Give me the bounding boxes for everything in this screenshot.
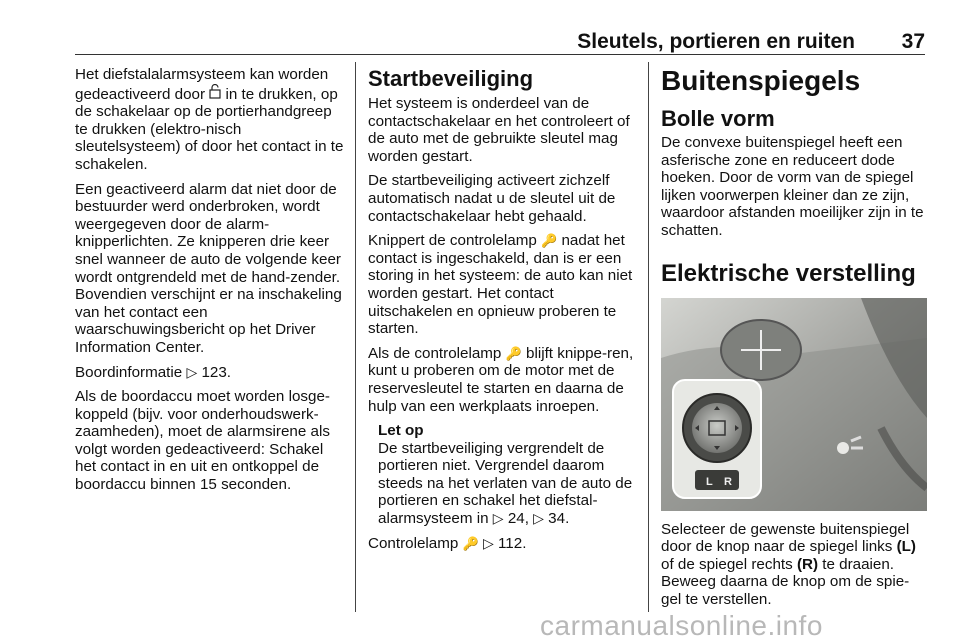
note-text: De startbeveiliging vergrendelt de portieren niet. Vergrendel daarom steeds na het verlaten van de auto de portieren en schakel het diefstal-alarmsysteem in ▷ 24, ▷ 34. (378, 439, 633, 528)
paragraph: Controlelamp 🔑 ▷ 112. (368, 534, 527, 552)
immobilizer-icon: 🔑 (541, 233, 558, 249)
paragraph: Boordinformatie ▷ 123. (75, 363, 232, 381)
paragraph: Het systeem is onderdeel van de contactschakelaar en het controleert of de auto met de gebruikte sleutel mag worden gestart. (368, 95, 630, 165)
column-3 (661, 66, 927, 616)
paragraph: Een geactiveerd alarm dat niet door de bestuurder werd onderbroken, wordt weergegeven door de alarm-knipperlichten. Ze knipperen drie keer snel wanneer de auto de volgende keer wordt ontgrendeld met de hand-zender. Bovendien verschijnt er na inschakeling van het contact een waarschuwingsbericht op het Driver Information Center. (75, 180, 342, 356)
paragraph: Het diefstalalarmsysteem kan worden gedeactiveerd door in te drukken, op de schakelaar op de portierhandgreep te drukken (elektro-nisch sleutelsysteem) of door het contact in te schakelen. (75, 66, 344, 173)
paragraph: Als de controlelamp 🔑 blijft knippe-ren, kunt u proberen om de motor met de reservesleutel te starten en daarna de hulp van een werkplaats inroepen. (368, 344, 634, 415)
paragraph: De startbeveiliging activeert zichzelf automatisch nadat u de sleutel uit de contactschakelaar hebt gehaald. (368, 172, 616, 225)
page-ref[interactable]: 123. (201, 363, 232, 381)
subsection-heading: Bolle vorm (661, 106, 775, 131)
reference-arrow-icon: ▷ (482, 534, 494, 551)
mirror-control-photo (661, 298, 927, 511)
reference-arrow-icon: ▷ (533, 510, 544, 527)
reference-arrow-icon: ▷ (492, 510, 504, 527)
paragraph: Als de boordaccu moet worden losge-koppeld (bijv. voor onderhoudswerk-zaamheden), moet de alarmsirene als volgt worden gedeactiveerd: Schakel het contact in en uit en ontkoppel de boordaccu binnen 15 seconden. (75, 388, 330, 494)
note-box (368, 422, 634, 528)
page-ref[interactable]: 34. (548, 510, 570, 528)
paragraph: Knippert de controlelamp 🔑 nadat het contact is ingeschakeld, dan is er een storing in het systeem: de auto kan niet worden gestart. Het contact uitschakelen en opnieuw proberen te starten. (368, 232, 633, 338)
subsection-heading: Elektrische verstelling (661, 259, 916, 287)
note-title: Let op (378, 422, 424, 440)
page-ref[interactable]: 24, (507, 510, 534, 528)
column-divider (648, 62, 649, 612)
paragraph: De convexe buitenspiegel heeft een asferische zone en reduceert dode hoeken. Door de vorm van de spiegel lijken voorwerpen kleiner dan ze zijn, waardoor afstanden moeilijker zijn in te schatten. (661, 134, 924, 239)
switch-label-l: L (706, 475, 713, 488)
section-heading: Buitenspiegels (661, 65, 861, 96)
section-heading: Startbeveiliging (368, 66, 534, 91)
page-number: 37 (901, 30, 925, 53)
column-divider (355, 62, 356, 612)
switch-label-r: R (724, 475, 732, 488)
watermark: carmanualsonline.info (540, 610, 823, 641)
page-ref[interactable]: 112. (497, 534, 527, 552)
immobilizer-icon: 🔑 (462, 535, 479, 551)
column-1 (75, 66, 345, 501)
chapter-title: Sleutels, portieren en ruiten (577, 30, 855, 53)
paragraph: Selecteer de gewenste buitenspiegel door de knop naar de spiegel links (L) of de spiegel rechts (R) te draaien. Beweeg daarna de knop om de spie-gel te verstellen. (661, 520, 916, 608)
column-2 (368, 66, 634, 559)
reference-arrow-icon: ▷ (186, 363, 198, 380)
immobilizer-icon: 🔑 (505, 345, 522, 361)
unlock-icon (209, 84, 221, 104)
page-header (75, 28, 925, 55)
